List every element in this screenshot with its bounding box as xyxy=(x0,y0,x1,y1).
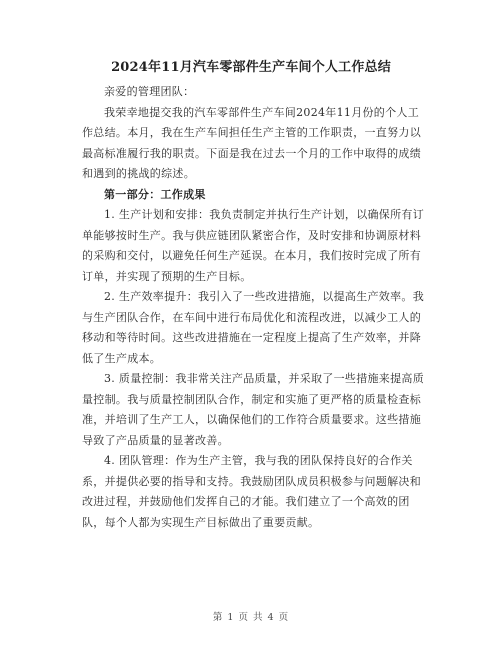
list-item: 4. 团队管理：作为生产主管，我与我的团队保持良好的合作关系，并提供必要的指导和支持。我鼓励团队成员积极参与问题解决和改进过程，并鼓励他们发挥自己的才能。我们建立了一个高效的团队，每个人都为实现生产目标做出了重要贡献。 xyxy=(82,454,421,529)
list-item: 1. 生产计划和安排：我负责制定并执行生产计划，以确保所有订单能够按时生产。我与供应链团队紧密合作，及时安排和协调原材料的采购和交付，以避免任何生产延误。在本月，我们按时完成了所有订单，并实现了预期的生产目标。 xyxy=(82,208,424,283)
section-heading: 第一部分：工作成果 xyxy=(104,187,206,201)
salutation: 亲爱的管理团队： xyxy=(104,85,195,98)
list-item: 2. 生产效率提升：我引入了一些改进措施，以提高生产效率。我与生产团队合作，在车间中进行布局优化和流程改进，以减少工人的移动和等待时间。这些改进措施在一定程度上提高了生产效率，并降低了生产成本。 xyxy=(82,290,424,365)
document-body xyxy=(82,82,428,533)
document-title: 2024年11月汽车零部件生产车间个人工作总结 xyxy=(111,60,391,75)
list-item: 3. 质量控制：我非常关注产品质量，并采取了一些措施来提高质量控制。我与质量控制团队合作，制定和实施了更严格的质量检查标准，并培训了生产工人，以确保他们的工作符合质量要求。这些措施导致了产品质量的显著改善。 xyxy=(82,372,424,447)
intro-paragraph: 我荣幸地提交我的汽车零部件生产车间2024年11月份的个人工作总结。本月，我在生产车间担任生产主管的工作职责，一直努力以最高标准履行我的职责。下面是我在过去一个月的工作中取得的成绩和遇到的挑战的综述。 xyxy=(82,105,421,180)
page-footer: 第 1 页 共 4 页 xyxy=(212,612,290,623)
